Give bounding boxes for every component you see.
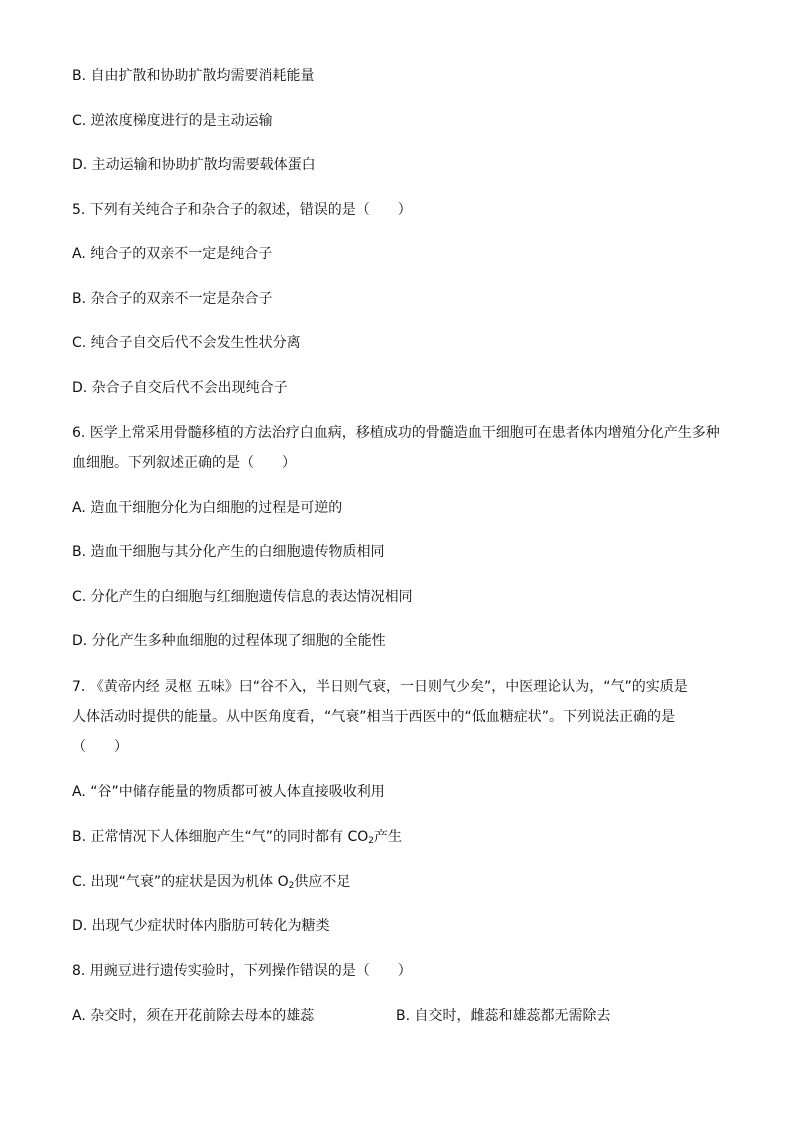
q5-option-d: D. 杂合子自交后代不会出现纯合子 [72, 380, 288, 396]
q7-option-b-text: B. 正常情况下人体细胞产生“气”的同时都有 CO [72, 829, 369, 845]
q7-stem-line2: 人体活动时提供的能量。从中医角度看，“气衰”相当于西医中的“低血糖症状”。下列说法正确的是 [72, 709, 676, 725]
q6-stem-line1: 6. 医学上常采用骨髓移植的方法治疗白血病，移植成功的骨髓造血干细胞可在患者体内增殖分化产生多种 [72, 425, 720, 441]
q7-option-c-text-end: 供应不足 [294, 874, 351, 890]
q8-option-b: B. 自交时，雌蕊和雄蕊都无需除去 [396, 1008, 611, 1024]
q4-option-d: D. 主动运输和协助扩散均需要载体蛋白 [72, 157, 316, 173]
q7-option-b-subscript: 2 [368, 836, 374, 846]
q8-option-a: A. 杂交时，须在开花前除去母本的雄蕊 [72, 1008, 315, 1024]
q7-stem-line3: （ ） [72, 739, 128, 755]
q7-option-b [72, 827, 402, 851]
q7-stem-line1: 7. 《黄帝内经 灵枢 五味》曰“谷不入，半日则气衰，一日则气少矣”，中医理论认为，“气”的实质是 [72, 679, 688, 695]
q4-option-b: B. 自由扩散和协助扩散均需要消耗能量 [72, 68, 315, 84]
q4-option-c: C. 逆浓度梯度进行的是主动运输 [72, 113, 273, 129]
q6-stem-line2: 血细胞。下列叙述正确的是（ ） [72, 455, 296, 471]
q7-option-c-subscript: 2 [288, 881, 295, 891]
q5-option-b: B. 杂合子的双亲不一定是杂合子 [72, 291, 273, 307]
q6-option-d: D. 分化产生多种血细胞的过程体现了细胞的全能性 [72, 633, 386, 649]
q8-stem: 8. 用豌豆进行遗传实验时，下列操作错误的是（ ） [72, 963, 412, 979]
q7-option-d: D. 出现气少症状时体内脂肪可转化为糖类 [72, 918, 330, 934]
q7-option-c [72, 872, 350, 896]
q5-stem: 5. 下列有关纯合子和杂合子的叙述，错误的是（ ） [72, 202, 412, 218]
q5-option-c: C. 纯合子自交后代不会发生性状分离 [72, 335, 301, 351]
q6-option-a: A. 造血干细胞分化为白细胞的过程是可逆的 [72, 500, 343, 516]
q7-option-b-text-end: 产生 [374, 829, 402, 845]
q6-option-b: B. 造血干细胞与其分化产生的白细胞遗传物质相同 [72, 544, 385, 560]
q6-option-c: C. 分化产生的白细胞与红细胞遗传信息的表达情况相同 [72, 589, 413, 605]
q7-option-c-text: C. 出现“气衰”的症状是因为机体 O [72, 874, 289, 890]
q5-option-a: A. 纯合子的双亲不一定是纯合子 [72, 246, 273, 262]
q7-option-a: A. “谷”中储存能量的物质都可被人体直接吸收利用 [72, 784, 385, 800]
